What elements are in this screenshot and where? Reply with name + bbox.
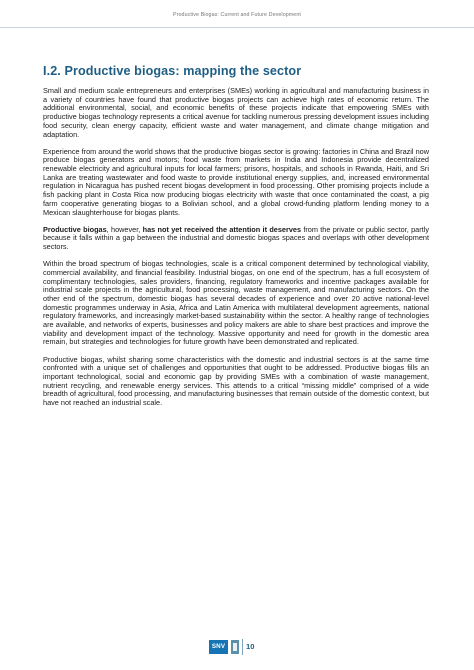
body-text xyxy=(43,87,429,416)
paragraph-global-experience: Experience from around the world shows that the productive biogas sector is growing: factories in China and Brazil now produce biogas generators and motors; food waste from markets in India and Indonesia provide decentralized renewable electricity and agricultural inputs for local farmers; prisons, hospitals, and schools in Rwanda, Haiti, and Sri Lanka are treating wastewater and food waste to provide institutional energy supplies, and, increased environmental regulation in Nicaragua has pushed recent biogas development in food processing. Other promising projects include a fish packing plant in Costa Rica now producing biogas electricity with waste that once contaminated the coast, a pig farm cooperative generating biogas to a Bolivian school, and a global crowd-funding platform lending money to a Mexican slaughterhouse for biogas plants. xyxy=(43,146,429,217)
running-header: Productive Biogas: Current and Future Development xyxy=(173,12,301,18)
emphasis-connector: , however, xyxy=(106,224,143,234)
paragraph-missing-middle: Productive biogas, whilst sharing some characteristics with the domestic and industrial sectors is at the same time confronted with a unique set of challenges and opportunities that ought to be addressed. Productive biogas fills an important technological, social and economic gap by providing SMEs with a combination of waste management, nutrient recycling, and renewable energy services. This attends to a critical “missing middle” comprised of a wide breadth of agricultural, food processing, and manufacturing businesses that remain outside of the domestic context, but have not reached an industrial scale. xyxy=(43,354,429,408)
partner-badge-icon xyxy=(231,640,239,654)
section-title: I.2. Productive biogas: mapping the sector xyxy=(43,64,302,78)
emphasis-rest: from the private or public sector, partly because it falls within a gap between the industrial and domestic biogas spaces and overlaps with other development sectors. xyxy=(43,224,429,252)
paragraph-scale-spectrum: Within the broad spectrum of biogas technologies, scale is a critical component determined by technological viability, commercial availability, and financial feasibility. Industrial biogas, on one end of the spectrum, has a full ecosystem of complimentary technologies, sales providers, financing, regulatory frameworks and incentive packages available for industrial scale projects in the agricultural, food processing, waste management, and manufacturing sectors. On the other end of the spectrum, domestic biogas has several decades of experience and over 20 active national-level domestic programmes underway in Asia, Africa and Latin America with multilateral development agreements, national regulatory frameworks, and increasingly market-based sustainability within the sector. A healthy range of technologies are available, and networks of experts, businesses and policy makers are able to share best practices and improve the viability and development impact of the technology. Massive opportunity and need for growth in the domestic area remain, but strategies and technologies for future growth have been demonstrated and replicated. xyxy=(43,259,429,347)
snv-logo: SNV xyxy=(209,640,228,654)
paragraph-sme-returns: Small and medium scale entrepreneurs and enterprises (SMEs) working in agricultural and manufacturing business in a variety of countries have found that productive biogas projects can achieve high rates of economic return. The additional environmental, social, and economic benefits of these projects indicate that empowering SMEs with productive biogas technology represents a critical avenue for tackling numerous pressing development issues including food security, clean energy capacity, efficient waste and water management, and climate change mitigation and adaptation. xyxy=(43,86,429,139)
page-number: 10 xyxy=(246,642,255,651)
emphasis-bold-phrase: has not yet received the attention it deserves xyxy=(142,224,302,234)
paragraph-attention-gap xyxy=(43,226,429,252)
page-footer xyxy=(0,638,474,662)
header-divider xyxy=(0,27,474,28)
emphasis-lead: Productive biogas xyxy=(43,224,107,234)
footer-divider xyxy=(242,639,243,655)
